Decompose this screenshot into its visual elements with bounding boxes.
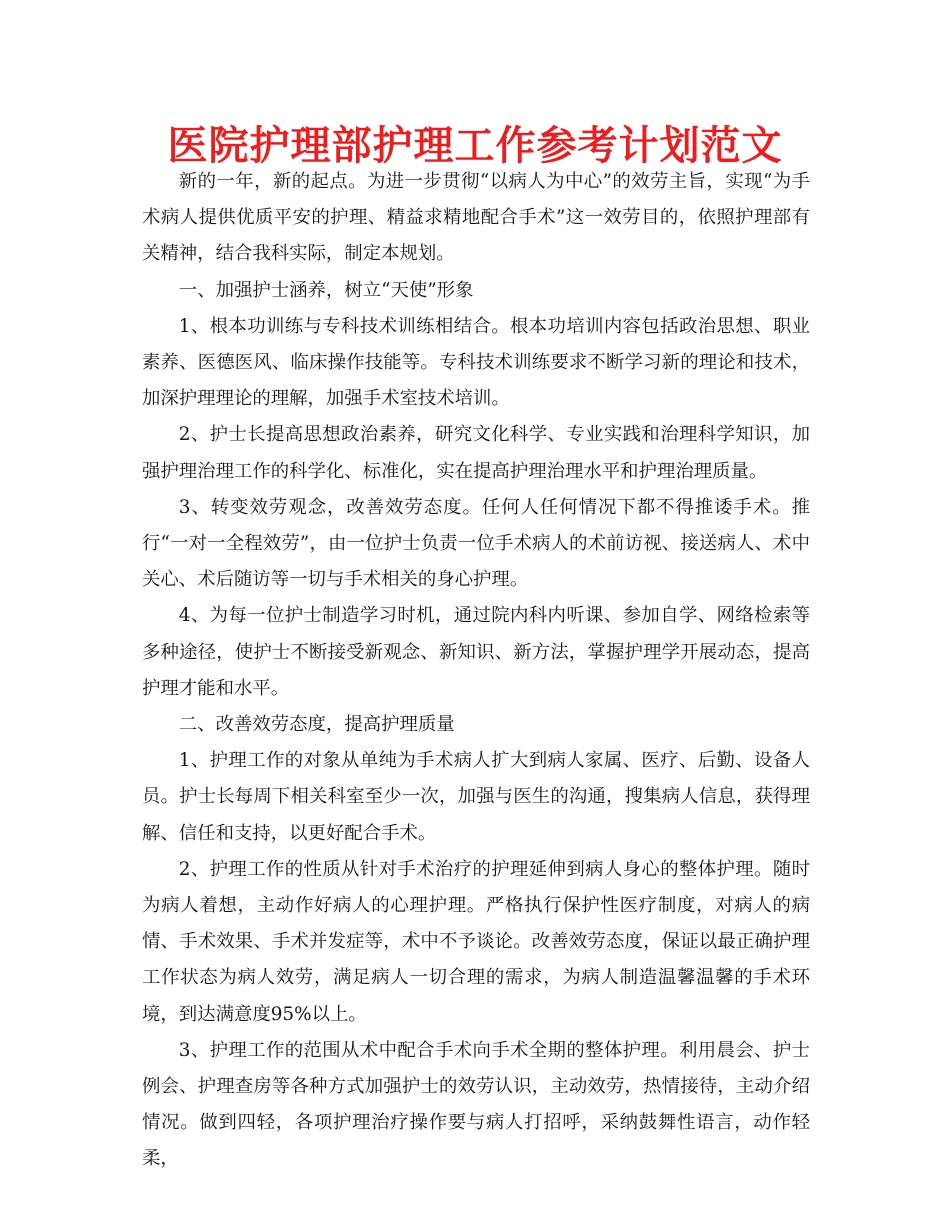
document-title: 医院护理部护理工作参考计划范文 (167, 122, 783, 169)
paragraph-1-4: 4、为每一位护士制造学习时机，通过院内科内听课、参加自学、网络检索等多种途径，使护士不断接受新观念、新知识、新方法，掌握护理学开展动态，提高护理才能和水平。 (142, 605, 810, 699)
section-heading-2: 二、改善效劳态度，提高护理质量 (178, 714, 455, 736)
paragraph-1-2: 2、护士长提高思想政治素养，研究文化科学、专业实践和治理科学知识，加强护理治理工作的科学化、标准化，实在提高护理治理水平和护理治理质量。 (142, 424, 810, 482)
section-heading-1: 一、加强护士涵养，树立“天使”形象 (178, 279, 474, 301)
intro-paragraph: 新的一年，新的起点。为进一步贯彻“以病人为中心”的效劳主旨，实现“为手术病人提供优质平安的护理、精益求精地配合手术”这一效劳目的，依照护理部有关精神，结合我科实际，制定本规划。 (142, 171, 810, 265)
paragraph-2-1: 1、护理工作的对象从单纯为手术病人扩大到病人家属、医疗、后勤、设备人员。护士长每周下相关科室至少一次，加强与医生的沟通，搜集病人信息，获得理解、信任和支持，以更好配合手术。 (142, 750, 810, 844)
paragraph-2-3: 3、护理工作的范围从术中配合手术向手术全期的整体护理。利用晨会、护士例会、护理查房等各种方式加强护士的效劳认识，主动效劳，热情接待，主动介绍情况。做到四轻，各项护理治疗操作要与病人打招呼，采纳鼓舞性语言，动作轻柔， (142, 1039, 810, 1170)
paragraph-1-3: 3、转变效劳观念，改善效劳态度。任何人任何情况下都不得推诿手术。推行“一对一全程效劳”，由一位护士负责一位手术病人的术前访视、接送病人、术中关心、术后随访等一切与手术相关的身心护理。 (142, 496, 810, 591)
paragraph-1-1: 1、根本功训练与专科技术训练相结合。根本功培训内容包括政治思想、职业素养、医德医风、临床操作技能等。专科技术训练要求不断学习新的理论和技术，加深护理理论的理解，加强手术室技术培训。 (142, 315, 810, 410)
paragraph-2-2: 2、护理工作的性质从针对手术治疗的护理延伸到病人身心的整体护理。随时为病人着想，主动作好病人的心理护理。严格执行保护性医疗制度，对病人的病情、手术效果、手术并发症等，术中不予谈论。改善效劳态度，保证以最正确护理工作状态为病人效劳，满足病人一切合理的需求，为病人制造温馨温馨的手术环境，到达满意度95%以上。 (142, 858, 810, 1025)
document-body (142, 164, 810, 1178)
